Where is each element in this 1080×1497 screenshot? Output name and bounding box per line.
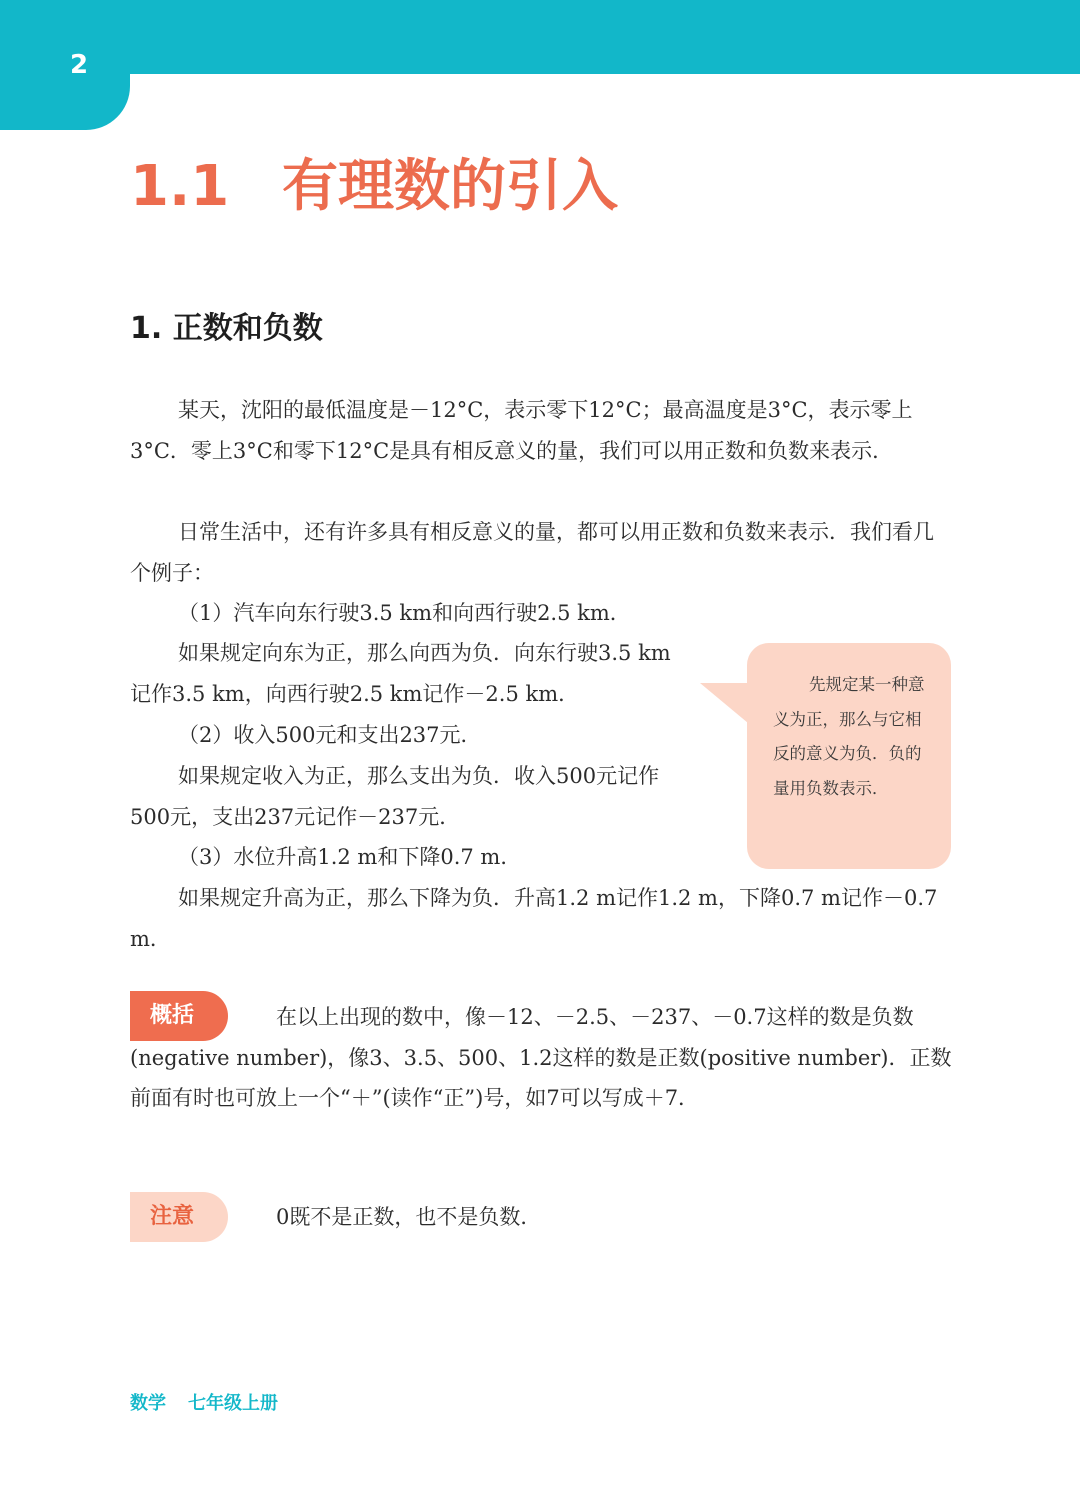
section-name: 有理数的引入	[282, 154, 618, 219]
section-number: 1.1	[130, 154, 230, 219]
paragraph-temperature: 某天，沈阳的最低温度是－12°C，表示零下12°C；最高温度是3°C，表示零上3°C．零上3°C和零下12°C是具有相反意义的量，我们可以用正数和负数来表示．	[130, 398, 913, 463]
footer-grade: 七年级上册	[188, 1393, 278, 1414]
page-number: 2	[70, 50, 89, 80]
example-1-title: （1）汽车向东行驶3.5 km和向西行驶2.5 km．	[178, 601, 631, 625]
paragraph-intro: 日常生活中，还有许多具有相反意义的量，都可以用正数和负数来表示．我们看几个例子：	[130, 520, 934, 585]
footer	[130, 1390, 278, 1418]
callout-text: 先规定某一种意义为正，那么与它相反的意义为负．负的量用负数表示．	[773, 675, 925, 798]
summary-label: 概括	[130, 991, 228, 1041]
example-3-title: （3）水位升高1.2 m和下降0.7 m．	[178, 845, 522, 869]
section-title	[130, 152, 618, 222]
note-text: 0既不是正数，也不是负数．	[276, 1205, 542, 1229]
summary-text: 在以上出现的数中，像－12、－2.5、－237、－0.7这样的数是负数(negative number)，像3、3.5、500、1.2这样的数是正数(positive number)．正数前面有时也可放上一个“＋”(读作“正”)号，如7可以写成＋7．	[130, 1005, 952, 1110]
page-number-tab	[0, 0, 130, 130]
example-2-title: （2）收入500元和支出237元．	[178, 723, 482, 747]
header-band	[0, 0, 1080, 74]
subsection-title	[130, 308, 323, 350]
note-label: 注意	[130, 1192, 228, 1242]
margin-callout	[747, 643, 951, 869]
subsection-name: 正数和负数	[172, 311, 323, 346]
example-2-body: 如果规定收入为正，那么支出为负．收入500元记作500元，支出237元记作－237元．	[130, 764, 660, 829]
example-1-body: 如果规定向东为正，那么向西为负．向东行驶3.5 km记作3.5 km，向西行驶2.5 km记作－2.5 km．	[130, 641, 671, 706]
footer-subject: 数学	[130, 1393, 166, 1414]
subsection-number: 1.	[130, 311, 163, 346]
example-3-body: 如果规定升高为正，那么下降为负．升高1.2 m记作1.2 m，下降0.7 m记作－0.7 m．	[130, 886, 938, 951]
